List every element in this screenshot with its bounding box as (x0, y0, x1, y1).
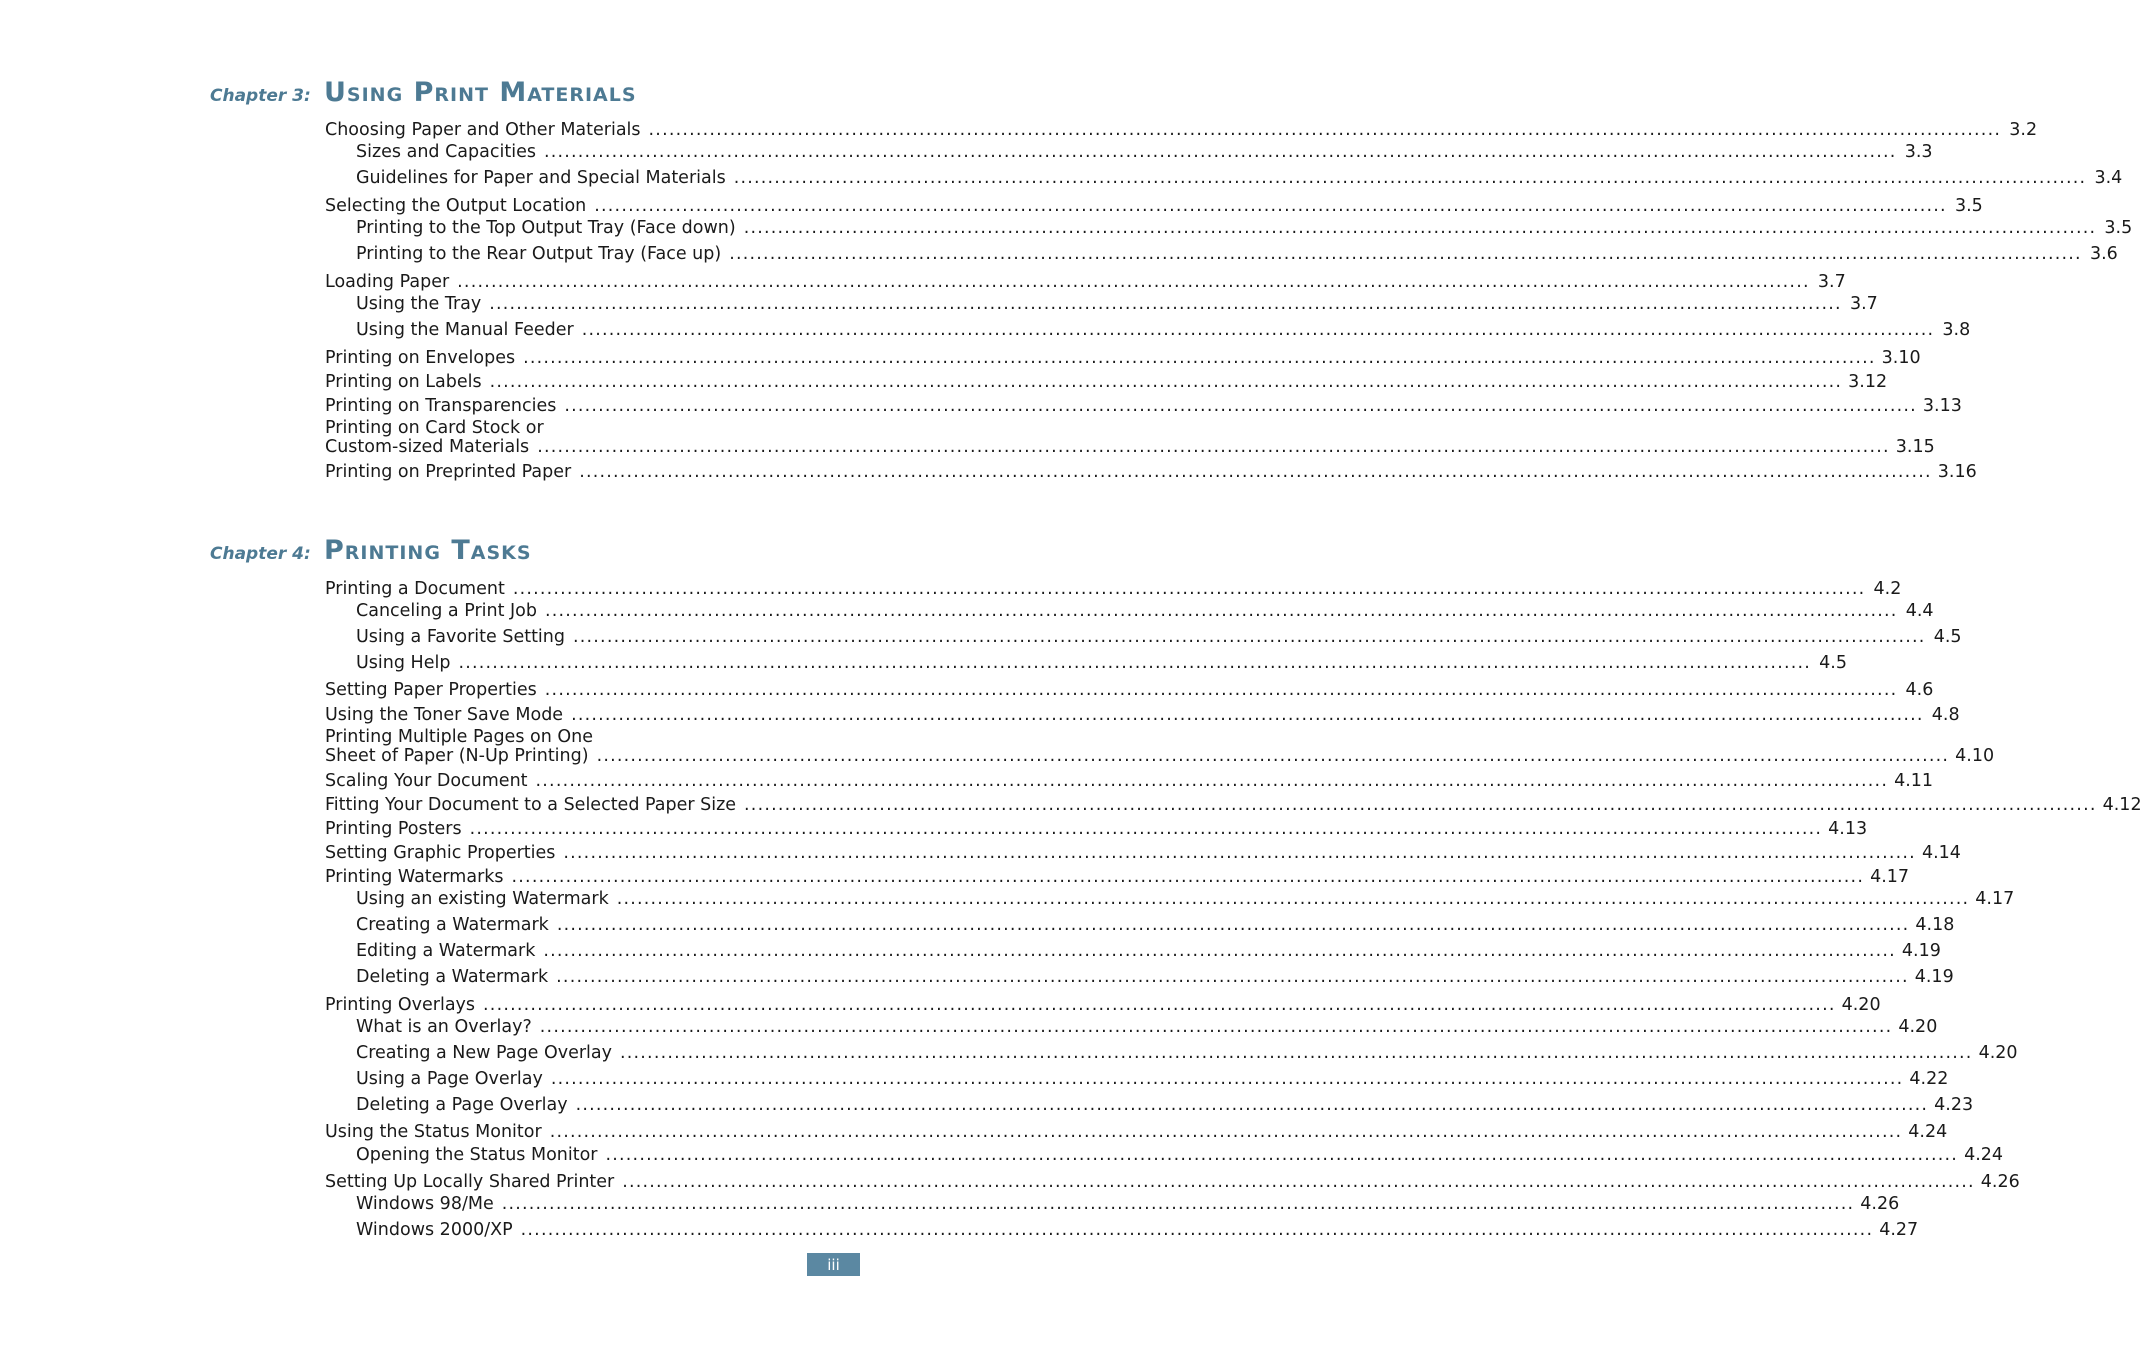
toc-entry-title: Editing a Watermark (356, 941, 536, 961)
dot-leader: ........................................................................................................................................................................................................ (579, 462, 1932, 482)
toc-entry[interactable] (325, 818, 1868, 840)
dot-leader: ........................................................................................................................................................................................................ (744, 795, 2097, 815)
toc-entry[interactable] (325, 119, 2038, 141)
toc-entry[interactable] (325, 842, 1961, 864)
toc-page-number: 4.19 (1914, 967, 1954, 987)
toc-entry-title: Using a Favorite Setting (356, 627, 565, 647)
toc-entry-title: Loading Paper (325, 272, 450, 292)
toc-page-number: 3.16 (1937, 462, 1977, 482)
toc-page-number: 4.20 (1841, 995, 1881, 1015)
chapter-label: Chapter 4: (210, 544, 311, 564)
toc-entry[interactable] (325, 461, 1977, 483)
toc-subentry[interactable] (356, 1042, 2018, 1064)
toc-page-number: 4.20 (1898, 1017, 1938, 1037)
toc-page-number: 4.14 (1921, 843, 1961, 863)
dot-leader: ........................................................................................................................................................................................................ (573, 627, 1926, 647)
toc-entry-title: Deleting a Watermark (356, 967, 549, 987)
toc-entry[interactable] (325, 866, 1910, 888)
dot-leader: ........................................................................................................................................................................................................ (550, 1069, 1904, 1089)
dot-leader: ........................................................................................................................................................................................................ (575, 1095, 1929, 1115)
dot-leader: ........................................................................................................................................................................................................ (556, 967, 1909, 987)
toc-entry-title: Printing on Labels (325, 372, 482, 392)
toc-entry-title: Using the Tray (356, 294, 482, 314)
page-number: iii (827, 1255, 840, 1274)
dot-leader: ........................................................................................................................................................................................................ (594, 196, 1947, 216)
toc-entry[interactable] (325, 418, 1935, 457)
dot-leader: ........................................................................................................................................................................................................ (622, 1172, 1975, 1192)
dot-leader: ........................................................................................................................................................................................................ (733, 168, 2087, 188)
toc-entry[interactable] (325, 347, 1921, 369)
toc-subentry[interactable] (356, 966, 1954, 988)
toc-subentry[interactable] (356, 1219, 1919, 1241)
dot-leader: ........................................................................................................................................................................................................ (729, 244, 2082, 264)
toc-page-number: 4.6 (1905, 680, 1934, 700)
dot-leader: ........................................................................................................................................................................................................ (537, 437, 1890, 457)
dot-leader: ........................................................................................................................................................................................................ (489, 294, 1842, 314)
toc-entry[interactable] (325, 1121, 1948, 1143)
toc-entry[interactable] (325, 578, 1902, 600)
toc-entry[interactable] (325, 704, 1960, 726)
dot-leader: ........................................................................................................................................................................................................ (520, 1220, 1874, 1240)
toc-page-number: 3.5 (1954, 196, 1983, 216)
toc-subentry[interactable] (356, 319, 1971, 341)
toc-page-number: 3.6 (2089, 244, 2118, 264)
toc-entry-title: Using the Manual Feeder (356, 320, 574, 340)
toc-entry-title-line1: Printing on Card Stock or (325, 418, 544, 438)
dot-leader: ........................................................................................................................................................................................................ (512, 579, 1866, 599)
toc-entry-title: Using a Page Overlay (356, 1069, 543, 1089)
toc-subentry[interactable] (356, 652, 1848, 674)
toc-entry-title: Printing Posters (325, 819, 462, 839)
dot-leader: ........................................................................................................................................................................................................ (549, 1122, 1903, 1142)
toc-entry[interactable] (325, 679, 1934, 701)
toc-entry[interactable] (325, 794, 2142, 816)
toc-subentry[interactable] (356, 1016, 1938, 1038)
toc-page-number: 4.26 (1980, 1172, 2020, 1192)
toc-page-number: 4.22 (1909, 1069, 1949, 1089)
toc-page-number: 4.27 (1879, 1220, 1919, 1240)
dot-leader: ........................................................................................................................................................................................................ (648, 120, 2002, 140)
chapter-title: Printing Tasks (324, 535, 532, 566)
toc-page-number: 4.17 (1975, 889, 2015, 909)
dot-leader: ........................................................................................................................................................................................................ (543, 941, 1896, 961)
dot-leader: ........................................................................................................................................................................................................ (605, 1145, 1959, 1165)
toc-page-number: 4.13 (1828, 819, 1868, 839)
toc-entry[interactable] (325, 994, 1881, 1016)
toc-entry-title: Windows 98/Me (356, 1194, 494, 1214)
toc-subentry[interactable] (356, 1193, 1900, 1215)
toc-subentry[interactable] (356, 293, 1878, 315)
toc-page-number: 4.24 (1908, 1122, 1948, 1142)
toc-entry-title: Opening the Status Monitor (356, 1145, 598, 1165)
toc-entry-title: Canceling a Print Job (356, 601, 537, 621)
toc-entry-title: Setting Up Locally Shared Printer (325, 1172, 615, 1192)
dot-leader: ........................................................................................................................................................................................................ (458, 653, 1812, 673)
toc-page-number: 3.4 (2094, 168, 2123, 188)
toc-page-number: 3.12 (1848, 372, 1888, 392)
toc-page-number: 3.5 (2104, 218, 2133, 238)
toc-page-number: 4.23 (1934, 1095, 1974, 1115)
toc-entry-title-line1: Printing Multiple Pages on One (325, 727, 593, 747)
toc-page-number: 4.5 (1819, 653, 1848, 673)
toc-page-number: 3.2 (2009, 120, 2038, 140)
toc-entry-title: Scaling Your Document (325, 771, 528, 791)
toc-entry-title: Sheet of Paper (N-Up Printing) (325, 746, 589, 766)
toc-page-number: 4.8 (1931, 705, 1960, 725)
toc-subentry[interactable] (356, 1068, 1949, 1090)
toc-entry-title: Printing to the Rear Output Tray (Face up) (356, 244, 722, 264)
toc-page-number: 4.18 (1915, 915, 1955, 935)
toc-entry-title: Guidelines for Paper and Special Materials (356, 168, 726, 188)
dot-leader: ........................................................................................................................................................................................................ (539, 1017, 1893, 1037)
toc-entry-title: Custom-sized Materials (325, 437, 530, 457)
toc-page-number: 4.11 (1894, 771, 1934, 791)
toc-entry[interactable] (325, 195, 1983, 217)
toc-entry-title: Selecting the Output Location (325, 196, 587, 216)
toc-entry-title: Printing to the Top Output Tray (Face down) (356, 218, 736, 238)
toc-entry-title: Setting Paper Properties (325, 680, 537, 700)
toc-page-number: 4.24 (1964, 1145, 2004, 1165)
dot-leader: ........................................................................................................................................................................................................ (457, 272, 1810, 292)
dot-leader: ........................................................................................................................................................................................................ (571, 705, 1924, 725)
toc-page-number: 4.4 (1905, 601, 1934, 621)
dot-leader: ........................................................................................................................................................................................................ (556, 915, 1910, 935)
dot-leader: ........................................................................................................................................................................................................ (489, 372, 1843, 392)
dot-leader: ........................................................................................................................................................................................................ (743, 218, 2097, 238)
toc-page-number: 3.13 (1922, 396, 1962, 416)
dot-leader: ........................................................................................................................................................................................................ (535, 771, 1889, 791)
toc-subentry[interactable] (356, 888, 2015, 910)
toc-entry[interactable] (325, 1171, 2020, 1193)
toc-subentry[interactable] (356, 1144, 2004, 1166)
dot-leader: ........................................................................................................................................................................................................ (543, 142, 1897, 162)
toc-page-number: 3.7 (1849, 294, 1878, 314)
toc-page-number: 4.2 (1873, 579, 1902, 599)
dot-leader: ........................................................................................................................................................................................................ (564, 396, 1917, 416)
toc-page-number: 4.10 (1955, 746, 1995, 766)
toc-entry-title: Using an existing Watermark (356, 889, 609, 909)
toc-subentry[interactable] (356, 1094, 1974, 1116)
toc-subentry[interactable] (356, 167, 2123, 189)
toc-entry[interactable] (325, 371, 1888, 393)
toc-entry-title: Setting Graphic Properties (325, 843, 556, 863)
dot-leader: ........................................................................................................................................................................................................ (523, 348, 1876, 368)
toc-entry-title: Using the Toner Save Mode (325, 705, 564, 725)
toc-entry[interactable] (325, 770, 1934, 792)
toc-page-number: 4.20 (1978, 1043, 2018, 1063)
toc-entry-title: Printing on Transparencies (325, 396, 557, 416)
toc-page-number: 3.15 (1895, 437, 1935, 457)
toc-entry-title: Fitting Your Document to a Selected Paper Size (325, 795, 737, 815)
dot-leader: ........................................................................................................................................................................................................ (545, 601, 1898, 621)
toc-page-number: 3.8 (1942, 320, 1971, 340)
dot-leader: ........................................................................................................................................................................................................ (563, 843, 1916, 863)
dot-leader: ........................................................................................................................................................................................................ (483, 995, 1836, 1015)
toc-entry-title: Windows 2000/XP (356, 1220, 513, 1240)
toc-entry-title: Printing Overlays (325, 995, 476, 1015)
dot-leader: ........................................................................................................................................................................................................ (501, 1194, 1855, 1214)
toc-entry[interactable] (325, 727, 1995, 766)
dot-leader: ........................................................................................................................................................................................................ (544, 680, 1898, 700)
toc-entry-title: Printing a Document (325, 579, 505, 599)
toc-entry-title: Printing on Envelopes (325, 348, 516, 368)
toc-entry-title: Deleting a Page Overlay (356, 1095, 568, 1115)
toc-page-number: 3.3 (1904, 142, 1933, 162)
page-number-badge (807, 1253, 860, 1276)
dot-leader: ........................................................................................................................................................................................................ (581, 320, 1935, 340)
toc-entry-title: What is an Overlay? (356, 1017, 532, 1037)
chapter-title: Using Print Materials (324, 77, 637, 108)
toc-entry-title: Choosing Paper and Other Materials (325, 120, 641, 140)
toc-entry-title: Using Help (356, 653, 451, 673)
dot-leader: ........................................................................................................................................................................................................ (469, 819, 1823, 839)
toc-page-number: 4.19 (1901, 941, 1941, 961)
toc-subentry[interactable] (356, 940, 1941, 962)
toc-subentry[interactable] (356, 914, 1955, 936)
dot-leader: ........................................................................................................................................................................................................ (596, 746, 1950, 766)
toc-page-number: 3.7 (1817, 272, 1846, 292)
toc-entry-title: Printing Watermarks (325, 867, 504, 887)
toc-subentry[interactable] (356, 600, 1934, 622)
chapter-label: Chapter 3: (210, 86, 311, 106)
toc-page-number: 3.10 (1881, 348, 1921, 368)
toc-entry-title: Creating a Watermark (356, 915, 549, 935)
toc-entry[interactable] (325, 395, 1962, 417)
toc-subentry[interactable] (356, 141, 1933, 163)
toc-page-number: 4.12 (2102, 795, 2142, 815)
dot-leader: ........................................................................................................................................................................................................ (616, 889, 1970, 909)
toc-subentry[interactable] (356, 217, 2133, 239)
toc-entry-title: Printing on Preprinted Paper (325, 462, 572, 482)
toc-entry-title: Using the Status Monitor (325, 1122, 542, 1142)
toc-subentry[interactable] (356, 243, 2118, 265)
toc-entry-title: Sizes and Capacities (356, 142, 536, 162)
dot-leader: ........................................................................................................................................................................................................ (620, 1043, 1973, 1063)
toc-entry[interactable] (325, 271, 1846, 293)
dot-leader: ........................................................................................................................................................................................................ (511, 867, 1865, 887)
toc-page-number: 4.26 (1860, 1194, 1900, 1214)
toc-page-number: 4.17 (1870, 867, 1910, 887)
toc-page-number: 4.5 (1933, 627, 1962, 647)
toc-subentry[interactable] (356, 626, 1962, 648)
toc-entry-title: Creating a New Page Overlay (356, 1043, 612, 1063)
